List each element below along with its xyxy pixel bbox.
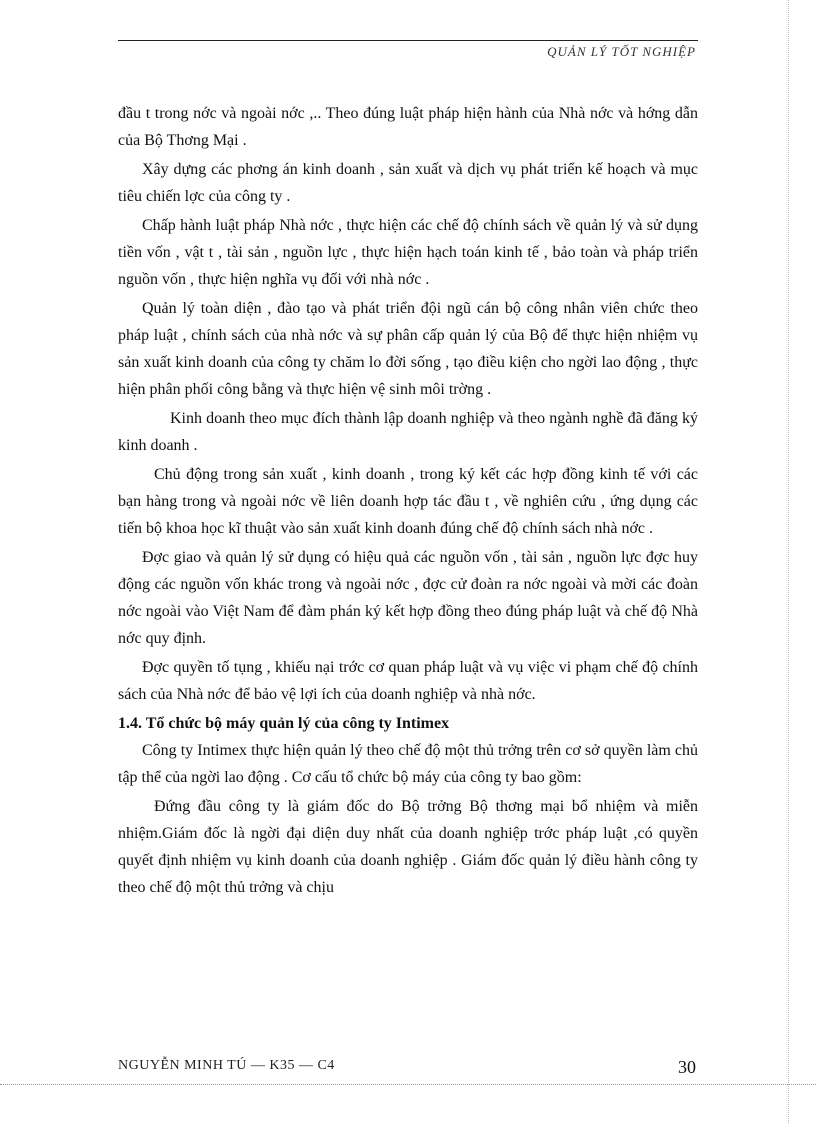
section-heading: 1.4. Tổ chức bộ máy quản lý của công ty Intimex xyxy=(118,715,450,732)
page-body xyxy=(118,100,698,903)
paragraph-8: Đợc quyền tố tụng , khiếu nại trớc cơ quan pháp luật và vụ việc vi phạm chế độ chính sách của Nhà nớc để bảo vệ lợi ích của doanh nghiệp và nhà nớc. xyxy=(118,659,698,703)
paragraph-2: Xây dựng các phơng án kinh doanh , sản xuất và dịch vụ phát triển kế hoạch và mục tiêu chiến lợc của công ty . xyxy=(118,161,698,205)
page-number: 30 xyxy=(678,1057,696,1077)
paragraph-7: Đợc giao và quản lý sử dụng có hiệu quả các nguồn vốn , tài sản , nguồn lực đợc huy động các nguồn vốn khác trong và ngoài nớc , đợc cử đoàn ra nớc ngoài và mời các đoàn nớc ngoài vào Việt Nam để đàm phán ký kết hợp đồng theo đúng pháp luật và chế độ Nhà nớc quy định. xyxy=(118,549,698,647)
paragraph-1: đầu t trong nớc và ngoài nớc ,.. Theo đúng luật pháp hiện hành của Nhà nớc và hớng dẫn của Bộ Thơng Mại . xyxy=(118,105,698,149)
footer-rule xyxy=(0,1084,816,1085)
margin-rule xyxy=(788,0,789,1123)
paragraph-5: Kinh doanh theo mục đích thành lập doanh nghiệp và theo ngành nghề đã đăng ký kinh doanh . xyxy=(118,410,698,454)
paragraph-3: Chấp hành luật pháp Nhà nớc , thực hiện các chế độ chính sách về quản lý và sử dụng tiền vốn , vật t , tài sản , nguồn lực , thực hiện hạch toán kinh tế , bảo toàn và pháp triển nguồn vốn , thực hiện nghĩa vụ đối với nhà nớc . xyxy=(118,217,698,288)
running-header: QUẢN LÝ TỐT NGHIỆP xyxy=(547,44,696,59)
section-paragraph-2: Đứng đầu công ty là giám đốc do Bộ trởng Bộ thơng mại bổ nhiệm và miễn nhiệm.Giám đốc là ngời đại diện duy nhất của doanh nghiệp trớc pháp luật ,có quyền quyết định nhiệm vụ kinh doanh của doanh nghiệp . Giám đốc quản lý điều hành công ty theo chế độ một thủ trởng và chịu xyxy=(118,798,698,896)
footer-author: NGUYỄN MINH TÚ — K35 — C4 xyxy=(118,1058,335,1073)
header-rule xyxy=(118,40,698,41)
section-paragraph-1: Công ty Intimex thực hiện quản lý theo chế độ một thủ trởng trên cơ sở quyền làm chủ tập thể của ngời lao động . Cơ cấu tổ chức bộ máy của công ty bao gồm: xyxy=(118,742,698,786)
paragraph-6: Chủ động trong sản xuất , kinh doanh , trong ký kết các hợp đồng kinh tế với các bạn hàng trong và ngoài nớc về liên doanh hợp tác đầu t , về nghiên cứu , ứng dụng các tiến bộ khoa học kĩ thuật vào sản xuất kinh doanh đúng chế độ chính sách nhà nớc . xyxy=(118,466,698,537)
paragraph-4: Quản lý toàn diện , đào tạo và phát triển đội ngũ cán bộ công nhân viên chức theo pháp luật , chính sách của nhà nớc và sự phân cấp quản lý của Bộ để thực hiện nhiệm vụ sản xuất kinh doanh của công ty chăm lo đời sống , tạo điều kiện cho ngời lao động , thực hiện phân phối công bằng và thực hiện vệ sinh môi trờng . xyxy=(118,300,698,398)
